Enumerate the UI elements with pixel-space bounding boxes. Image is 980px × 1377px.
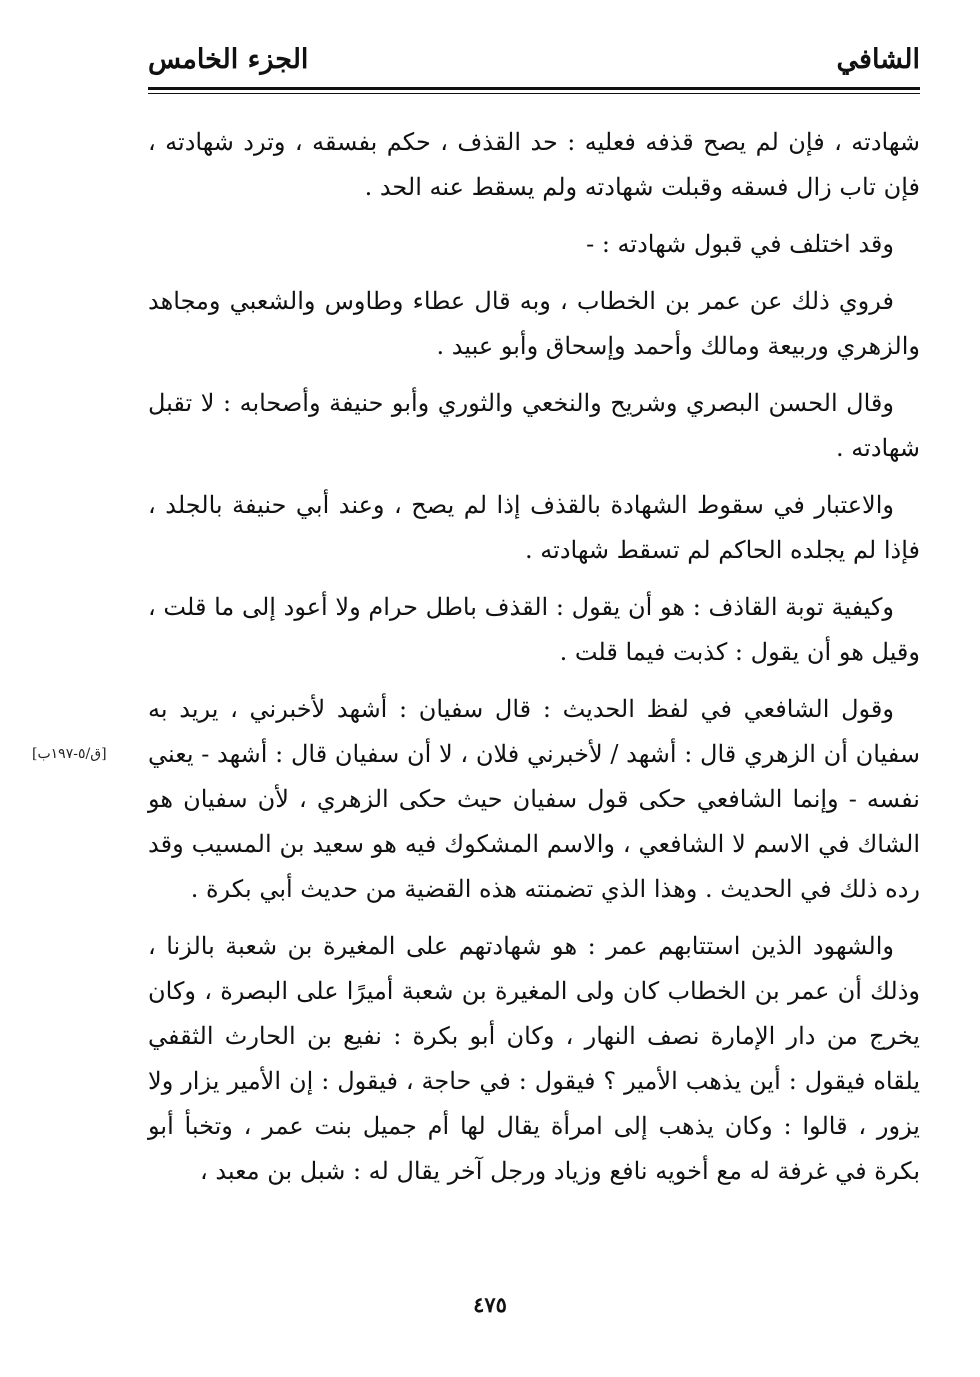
- paragraph: فروي ذلك عن عمر بن الخطاب ، وبه قال عطاء وطاوس والشعبي ومجاهد والزهري وربيعة ومالك وأحمد وإسحاق وأبو عبيد .: [148, 287, 920, 360]
- paragraph: وقال الحسن البصري وشريح والنخعي والثوري وأبو حنيفة وأصحابه : لا تقبل شهادته .: [148, 389, 920, 462]
- book-title: الشافي: [836, 44, 920, 75]
- paragraph: وكيفية توبة القاذف : هو أن يقول : القذف باطل حرام ولا أعود إلى ما قلت ، وقيل هو أن يقول : كذبت فيما قلت .: [148, 593, 920, 666]
- part-label: الجزء الخامس: [148, 44, 309, 75]
- paragraph: والشهود الذين استتابهم عمر : هو شهادتهم على المغيرة بن شعبة بالزنا ، وذلك أن عمر بن الخطاب كان ولى المغيرة بن شعبة أميرًا على البصرة ، وكان يخرج من دار الإمارة نصف النهار ، وكان أبو بكرة : نفيع بن الحارث الثقفي يلقاه فيقول : أين يذهب الأمير ؟ فيقول : في حاجة ، فيقول : إن الأمير يزار ولا يزور ، قالوا : وكان يذهب إلى امرأة يقال لها أم جميل بنت عمر ، وتخبأ أبو بكرة في غرفة له مع أخويه نافع وزياد ورجل آخر يقال له : شبل بن معبد ،: [148, 932, 920, 1185]
- running-header: [148, 40, 920, 84]
- paragraph: وقول الشافعي في لفظ الحديث : قال سفيان : أشهد لأخبرني ، يريد به سفيان أن الزهري قال : أشهد / لأخبرني فلان ، لا أن سفيان قال : أشهد - يعني نفسه - وإنما الشافعي حكى قول سفيان حيث حكى الزهري ، لأن سفيان هو الشاك في الاسم لا الشافعي ، والاسم المشكوك فيه هو سعيد بن المسيب وقد رده ذلك في الحديث . وهذا الذي تضمنته هذه القضية من حديث أبي بكرة .: [148, 695, 920, 903]
- main-text: [148, 120, 920, 1206]
- manuscript-folio-note: [ق/٥-١٩٧ب]: [32, 746, 107, 762]
- paragraph: والاعتبار في سقوط الشهادة بالقذف إذا لم يصح ، وعند أبي حنيفة بالجلد ، فإذا لم يجلده الحاكم لم تسقط شهادته .: [148, 491, 920, 564]
- paragraph: وقد اختلف في قبول شهادته : -: [586, 230, 894, 258]
- header-rule-thin: [148, 93, 920, 94]
- paragraph: شهادته ، فإن لم يصح قذفه فعليه : حد القذف ، حكم بفسقه ، وترد شهادته ، فإن تاب زال فسقه وقبلت شهادته ولم يسقط عنه الحد .: [148, 128, 920, 201]
- page-number: ٤٧٥: [473, 1292, 507, 1317]
- header-rule-thick: [148, 87, 920, 90]
